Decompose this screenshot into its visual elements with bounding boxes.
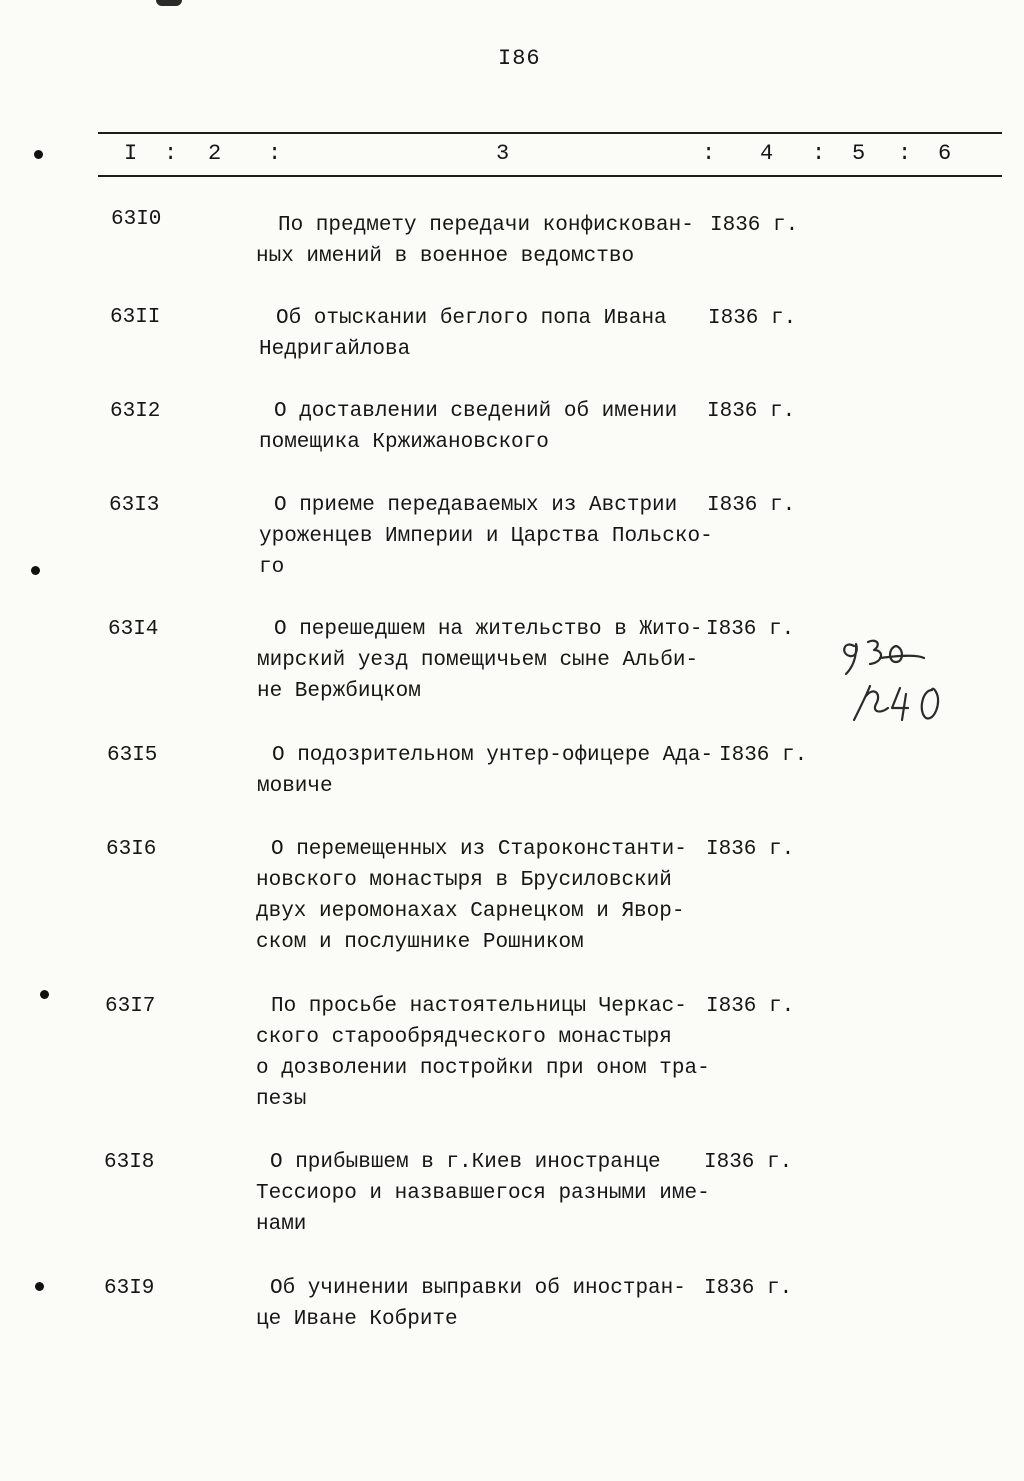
entry-line: пезы [256,1088,307,1111]
entry-description-6317 [256,991,710,1115]
header-col-3: 3 [496,141,510,166]
entry-line: це Иване Кобрите [256,1308,458,1331]
header-col-2: 2 [208,141,222,166]
entry-line: помещика Кржижановского [259,431,549,454]
entry-year-6317: I836 г. [706,995,795,1018]
punch-hole-dot [40,990,49,999]
entry-number-6317: 63I7 [105,995,156,1018]
entry-line: новского монастыря в Брусиловский [256,869,672,892]
entry-year-6319: I836 г. [704,1277,793,1300]
entry-description-6313 [259,490,713,583]
entry-description-6314 [257,614,702,707]
entry-line: мовиче [257,775,333,798]
entry-year-6314: I836 г. [706,618,795,641]
ink-smudge [156,0,182,6]
entry-line: не Вержбицком [257,680,421,703]
header-separator-2: : [268,141,282,166]
header-separator-3: : [702,141,716,166]
entry-description-6312 [259,396,677,458]
entry-number-6316: 63I6 [106,838,157,861]
header-col-1: I [124,141,138,166]
entry-line: го [259,556,285,579]
entry-description-6316 [256,834,687,958]
entry-number-6318: 63I8 [104,1151,155,1174]
header-separator-4: : [812,141,826,166]
entry-line: Недригайлова [259,338,411,361]
header-col-5: 5 [852,141,866,166]
header-col-4: 4 [760,141,774,166]
entry-line: ных имений в военное ведомство [256,245,635,268]
header-top-rule [98,132,1002,134]
entry-description-6318 [256,1147,710,1240]
entry-line: Тессиоро и назвавшегося разными име- [256,1182,710,1205]
entry-number-6314: 63I4 [108,618,159,641]
page-number: I86 [498,46,541,71]
header-separator-5: : [898,141,912,166]
punch-hole-dot [31,566,40,575]
header-separator-1: : [164,141,178,166]
entry-line: о дозволении постройки при оном тра- [256,1057,710,1080]
header-col-6: 6 [938,141,952,166]
entry-line: Об отыскании беглого попа Ивана [276,307,667,330]
entry-description-6311 [259,303,667,365]
entry-number-6310: 63I0 [111,208,162,231]
entry-line: По предмету передачи конфискован- [278,214,694,237]
entry-line: О перемещенных из Староконстанти- [271,838,687,861]
entry-line: По просьбе настоятельницы Черкас- [271,995,687,1018]
entry-line: ском и послушнике Рошником [256,931,584,954]
entry-year-6315: I836 г. [719,744,808,767]
entry-year-6312: I836 г. [707,400,796,423]
entry-description-6319 [256,1273,686,1335]
entry-line: О доставлении сведений об имении [274,400,678,423]
punch-hole-dot [35,1282,44,1291]
entry-line: Об учинении выправки об иностран- [270,1277,686,1300]
entry-year-6313: I836 г. [707,494,796,517]
entry-line: уроженцев Империи и Царства Польско- [259,525,713,548]
handwritten-annotation [836,628,986,738]
entry-line: нами [256,1213,307,1236]
entry-description-6315 [257,740,713,802]
entry-line: О приеме передаваемых из Австрии [274,494,678,517]
entry-number-6319: 63I9 [104,1277,155,1300]
entry-line: О подозрительном унтер-офицере Ада- [272,744,714,767]
entry-number-6312: 63I2 [110,400,161,423]
entry-year-6310: I836 г. [710,214,799,237]
entry-year-6318: I836 г. [704,1151,793,1174]
entry-line: двух иеромонахах Сарнецком и Явор- [256,900,685,923]
entry-line: ского старообрядческого монастыря [256,1026,672,1049]
entry-number-6313: 63I3 [109,494,160,517]
entry-year-6316: I836 г. [706,838,795,861]
entry-number-6315: 63I5 [107,744,158,767]
entry-line: мирский уезд помещичьем сыне Альби- [257,649,699,672]
entry-number-6311: 63II [110,306,161,329]
punch-hole-dot [34,150,43,159]
header-bottom-rule [98,175,1002,177]
entry-year-6311: I836 г. [708,307,797,330]
entry-line: О перешедшем на жительство в Жито- [274,618,703,641]
entry-description-6310 [256,210,694,272]
entry-line: О прибывшем в г.Киев иностранце [270,1151,661,1174]
